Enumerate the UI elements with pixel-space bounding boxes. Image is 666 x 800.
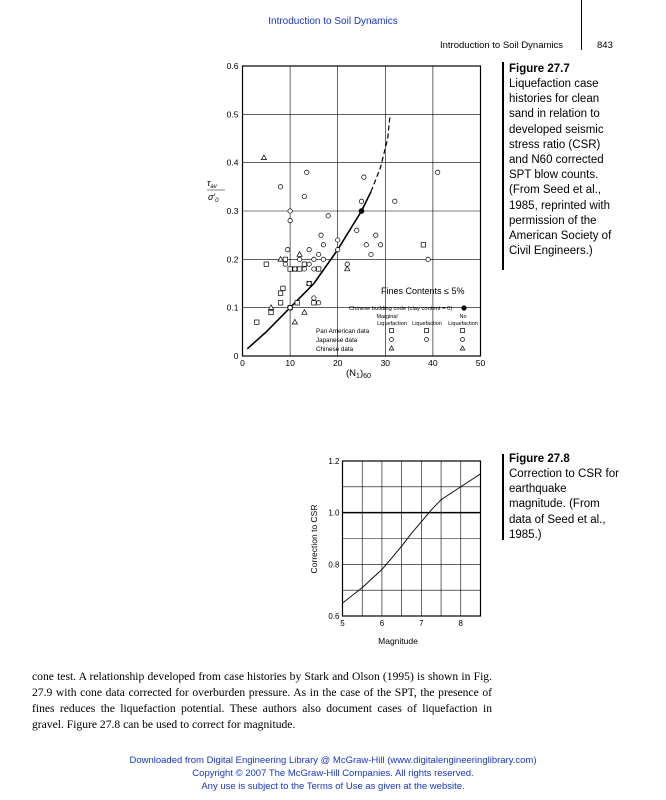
pan-american-point (312, 301, 316, 305)
legend-jap-marginal-marker (425, 338, 429, 342)
x-tick-label: 50 (475, 358, 486, 368)
footer-terms-line[interactable]: Any use is subject to the Terms of Use as given at the website. (201, 781, 465, 792)
pan-american-point (302, 262, 306, 266)
japanese-point (374, 233, 378, 237)
japanese-point (359, 199, 363, 203)
chinese-point (268, 305, 273, 310)
chinese-code-point (359, 208, 365, 214)
chinese-point (261, 155, 266, 160)
y-tick-label: 0.1 (226, 302, 239, 313)
pan-american-point (264, 262, 268, 266)
legend-col-marginal-1: Marginal (376, 314, 398, 320)
japanese-point (336, 238, 340, 242)
x-tick-label: 8 (458, 619, 464, 628)
figure-27-8-y-label: Correction to CSR (309, 504, 319, 574)
japanese-point (426, 257, 430, 261)
x-tick-label: 10 (285, 358, 295, 368)
japanese-point (286, 247, 290, 251)
japanese-point (355, 228, 359, 232)
japanese-point (364, 243, 368, 247)
y-tick-label: 1.0 (328, 508, 340, 518)
figure-27-8-chart (305, 455, 485, 650)
header-rule (581, 0, 582, 50)
y-tick-label: 0.2 (226, 254, 239, 265)
legend-row-pan-american: Pan American data (316, 328, 370, 335)
japanese-point (312, 257, 316, 261)
figure-27-7-caption (509, 63, 617, 259)
japanese-point (369, 252, 373, 256)
y-tick-label: 1.2 (328, 457, 340, 466)
japanese-point (307, 281, 311, 285)
x-tick-label: 30 (380, 358, 391, 368)
legend-row-japanese: Japanese data (316, 337, 358, 344)
japanese-point (312, 296, 316, 300)
legend-col-marginal-2: Liquefaction (412, 321, 442, 327)
figure-27-7-chart (205, 60, 495, 380)
japanese-point (321, 257, 325, 261)
boundary-curve-solid (247, 192, 371, 349)
japanese-point (302, 194, 306, 198)
legend-pan-marginal-marker (425, 329, 429, 333)
japanese-point (319, 233, 323, 237)
legend-pan-liquefaction-marker (390, 329, 394, 333)
figure-27-7-caption-text: Liquefaction case histories for clean sand in relation to developed seismic stress ratio (CSR) and N60 corrected SPT blow counts. (From Seed et al., 1985, reprinted with permission of the American Society of Civil Engineers.) (509, 78, 612, 258)
japanese-point (326, 214, 330, 218)
chinese-point (302, 310, 307, 315)
pan-american-point (278, 291, 282, 295)
legend-chinese-code: Chinese building code (clay content = 0) (349, 306, 453, 312)
japanese-point (435, 170, 439, 174)
y-axis-label-num: $\tau_{av}$ (207, 178, 217, 190)
y-tick-label: 0.3 (226, 206, 239, 216)
legend-fines: Fines Contents ≤ 5% (381, 286, 465, 296)
pan-american-point (297, 267, 301, 271)
y-tick-label: 0 (233, 351, 239, 361)
pan-american-point (255, 320, 259, 324)
y-tick-label: 0.5 (226, 109, 239, 120)
japanese-point (288, 218, 292, 222)
figure-27-8-x-label: Magnitude (378, 636, 418, 646)
japanese-point (283, 262, 287, 266)
pan-american-point (281, 286, 285, 290)
figure-27-7-number: Figure 27.7 (509, 63, 570, 75)
japanese-point (316, 252, 320, 256)
japanese-point (393, 199, 397, 203)
chinese-point (297, 252, 302, 257)
legend-col-no-2: Liquefaction (448, 321, 478, 327)
footer-copyright-line: Copyright © 2007 The McGraw-Hill Companies. All rights reserved. (192, 768, 474, 779)
pan-american-point (283, 257, 287, 261)
x-tick-label: 5 (340, 619, 345, 628)
y-tick-label: 0.6 (328, 612, 340, 621)
x-tick-label: 7 (419, 619, 424, 628)
boundary-curve-dashed (371, 114, 390, 191)
y-tick-label: 0.8 (328, 560, 340, 570)
x-tick-label: 6 (379, 619, 385, 628)
legend-chinese-code-marker (461, 305, 466, 310)
y-axis-label-den: $\sigma'_0$ (208, 192, 219, 204)
y-tick-label: 0.4 (226, 157, 239, 168)
x-axis-label: $(N_1)_{60}$ (346, 368, 371, 380)
legend-col-liquefaction: Liquefaction (377, 321, 407, 327)
legend-pan-no-marker (461, 329, 465, 333)
japanese-point (302, 267, 306, 271)
page-number: 843 (597, 40, 613, 51)
running-title: Introduction to Soil Dynamics (440, 40, 564, 51)
legend-chi-no-marker (460, 346, 465, 350)
x-tick-label: 0 (240, 358, 245, 368)
japanese-point (336, 247, 340, 251)
y-tick-label: 0.6 (226, 61, 239, 71)
japanese-point (321, 243, 325, 247)
x-tick-label: 40 (428, 358, 438, 368)
japanese-point (288, 305, 292, 309)
figure-27-8-number: Figure 27.8 (509, 453, 570, 465)
figure-27-7-caption-bar (502, 62, 504, 270)
figure-27-8-caption-bar (502, 454, 504, 540)
figure-27-8-caption (509, 453, 619, 543)
pan-american-point (316, 267, 320, 271)
legend-jap-liquefaction-marker (390, 338, 394, 342)
japanese-point (378, 243, 382, 247)
japanese-point (278, 185, 282, 189)
chinese-point (345, 266, 350, 271)
body-paragraph: cone test. A relationship developed from case histories by Stark and Olson (1995) is shown in Fig. 27.9 with cone data corrected for overburden pressure. As in the case of the SPT, the presence of fines reduces the liquefaction potential. These authors also document cases of liquefaction in gravel. Figure 27.8 can be used to correct for magnitude. (32, 670, 492, 731)
pan-american-point (295, 301, 299, 305)
legend-row-chinese: Chinese data (316, 346, 354, 353)
japanese-point (297, 257, 301, 261)
pan-american-point (269, 310, 273, 314)
chinese-point (278, 257, 283, 262)
japanese-point (307, 262, 311, 266)
pan-american-point (288, 267, 292, 271)
legend-jap-no-marker (461, 338, 465, 342)
japanese-point (288, 209, 292, 213)
legend-col-no-1: No (459, 314, 467, 320)
japanese-point (362, 175, 366, 179)
legend-chi-liquefaction-marker (389, 346, 394, 350)
pan-american-point (421, 243, 425, 247)
top-link[interactable]: Introduction to Soil Dynamics (268, 16, 398, 27)
japanese-point (307, 247, 311, 251)
japanese-point (312, 267, 316, 271)
x-tick-label: 20 (332, 358, 343, 368)
chinese-point (292, 319, 297, 324)
figure-27-8-caption-text: Correction to CSR for earthquake magnitude. (From data of Seed et al., 1985.) (509, 468, 619, 541)
japanese-point (305, 170, 309, 174)
japanese-point (293, 267, 297, 271)
japanese-point (316, 301, 320, 305)
footer-download-line[interactable]: Downloaded from Digital Engineering Library @ McGraw-Hill (www.digitalengineeringlibrary.com) (129, 755, 537, 766)
pan-american-point (278, 301, 282, 305)
